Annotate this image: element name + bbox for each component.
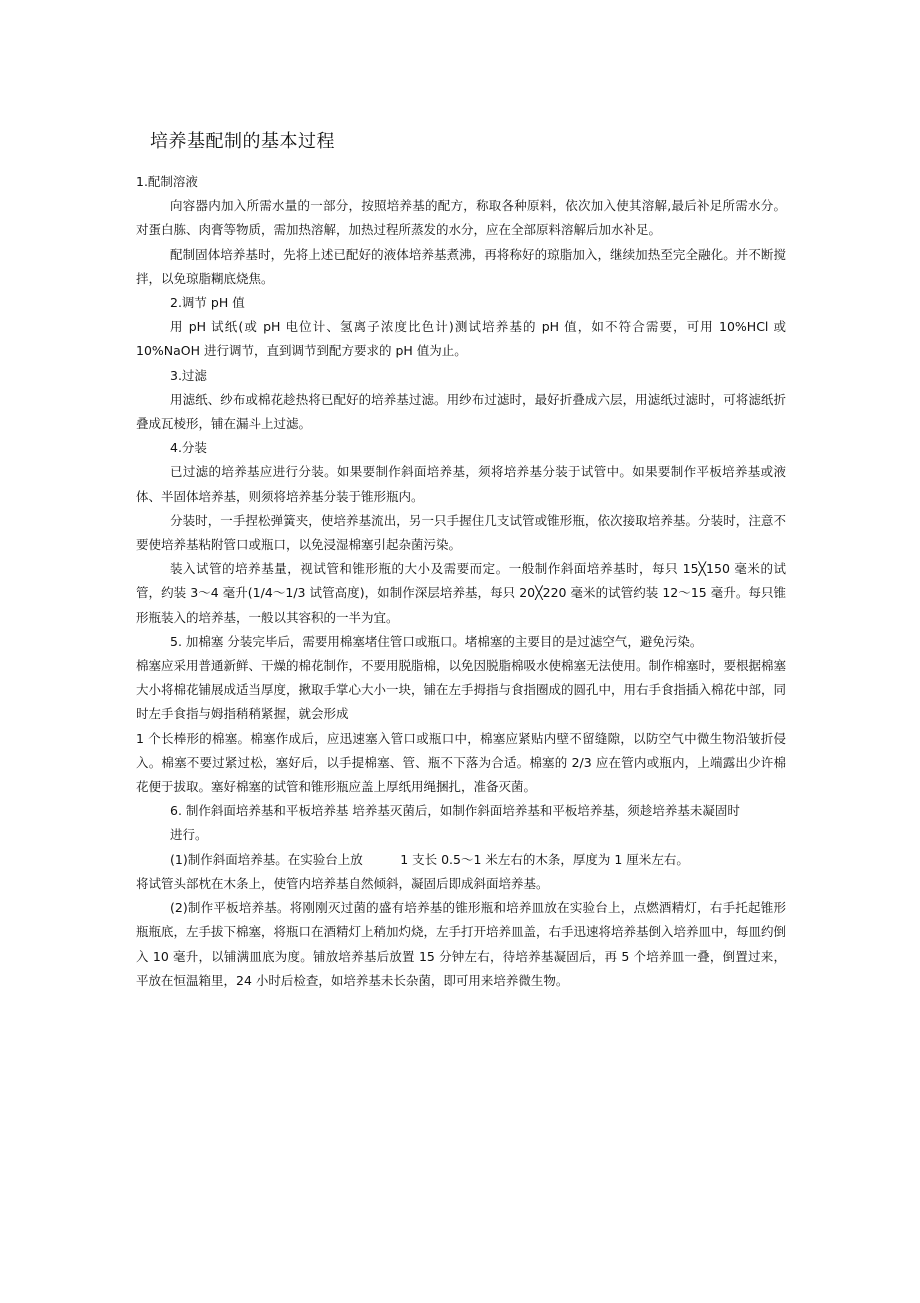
- paragraph: 装入试管的培养基量，视试管和锥形瓶的大小及需要而定。一般制作斜面培养基时，每只 15╳150 毫米的试管，约装 3～4 毫升(1/4～1/3 试管高度)，如制作深层培养基，每只 20╳220 毫米的试管约装 12～15 毫升。每只锥形瓶装入的培养基，一般以其容积的一半为宜。: [136, 561, 786, 625]
- document-title: 培养基配制的基本过程: [150, 131, 335, 152]
- paragraph: 用滤纸、纱布或棉花趁热将已配好的培养基过滤。用纱布过滤时，最好折叠成六层，用滤纸过滤时，可将滤纸折叠成瓦棱形，铺在漏斗上过滤。: [136, 391, 786, 432]
- paragraph: (2)制作平板培养基。将刚刚灭过菌的盛有培养基的锥形瓶和培养皿放在实验台上，点燃酒精灯，右手托起锥形瓶瓶底，左手拔下棉塞，将瓶口在酒精灯上稍加灼烧，左手打开培养皿盖，右手迅速将培养基倒入培养皿中，每皿约倒入 10 毫升，以铺满皿底为度。铺放培养基后放置 15 分钟左右，待培养基凝固后，再 5 个培养皿一叠，倒置过来，平放在恒温箱里，24 小时后检查，如培养基未长杂菌，即可用来培养微生物。: [136, 900, 787, 988]
- paragraph: 3.过滤: [170, 367, 207, 383]
- paragraph: 将试管头部枕在木条上，使管内培养基自然倾斜，凝固后即成斜面培养基。: [136, 875, 549, 891]
- paragraph: 向容器内加入所需水量的一部分，按照培养基的配方，称取各种原料，依次加入使其溶解,最后补足所需水分。对蛋白胨、肉膏等物质，需加热溶解，加热过程所蒸发的水分，应在全部原料溶解后加水补足。: [136, 198, 786, 238]
- paragraph: 2.调节 pH 值: [170, 295, 245, 311]
- paragraph: 1 个长棒形的棉塞。棉塞作成后，应迅速塞入管口或瓶口中，棉塞应紧贴内壁不留缝隙，以防空气中微生物沿皱折侵入。棉塞不要过紧过松，塞好后，以手提棉塞、管、瓶不下落为合适。棉塞的 2/3 应在管内或瓶内，上端露出少许棉花便于拔取。塞好棉塞的试管和锥形瓶应盖上厚纸用绳捆扎，准备灭菌。: [136, 730, 786, 795]
- paragraph: 4.分装: [170, 440, 207, 456]
- paragraph: 分装时，一手捏松弹簧夹，使培养基流出，另一只手握住几支试管或锥形瓶，依次接取培养基。分装时，注意不要使培养基粘附管口或瓶口，以免浸湿棉塞引起杂菌污染。: [136, 512, 786, 553]
- paragraph: 5. 加棉塞 分装完毕后，需要用棉塞堵住管口或瓶口。堵棉塞的主要目的是过滤空气，避免污染。: [170, 633, 703, 649]
- paragraph: 1.配制溶液: [136, 174, 198, 189]
- document-body: [136, 170, 786, 993]
- paragraph: 配制固体培养基时，先将上述已配好的液体培养基煮沸，再将称好的琼脂加入，继续加热至完全融化。并不断搅拌，以免琼脂糊底烧焦。: [136, 246, 786, 286]
- paragraph: 用 pH 试纸(或 pH 电位计、氢离子浓度比色计)测试培养基的 pH 值，如不符合需要，可用 10%HCl 或 10%NaOH 进行调节，直到调节到配方要求的 pH 值为止。: [136, 319, 786, 359]
- paragraph: 已过滤的培养基应进行分装。如果要制作斜面培养基，须将培养基分装于试管中。如果要制作平板培养基或液体、半固体培养基，则须将培养基分装于锥形瓶内。: [136, 464, 786, 504]
- paragraph: (1)制作斜面培养基。在实验台上放 1 支长 0.5～1 米左右的木条，厚度为 1 厘米左右。: [170, 851, 689, 867]
- paragraph: 6. 制作斜面培养基和平板培养基 培养基灭菌后，如制作斜面培养基和平板培养基，须趁培养基未凝固时: [170, 803, 740, 819]
- paragraph: 棉塞应采用普通新鲜、干燥的棉花制作，不要用脱脂棉，以免因脱脂棉吸水使棉塞无法使用。制作棉塞时，要根据棉塞大小将棉花铺展成适当厚度，揪取手掌心大小一块，铺在左手拇指与食指圈成的圆孔中，用右手食指插入棉花中部，同时左手食指与姆指稍稍紧握，就会形成: [136, 658, 787, 722]
- paragraph: 进行。: [170, 827, 208, 843]
